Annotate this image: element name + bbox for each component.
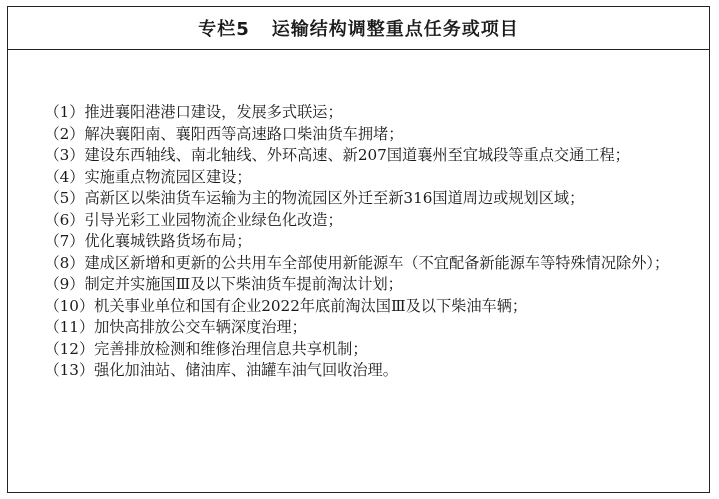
list-item: （8）建成区新增和更新的公共用车全部使用新能源车（不宜配备新能源车等特殊情况除外）； (44, 253, 670, 272)
list-item: （13）强化加油站、储油库、油罐车油气回收治理。 (44, 361, 398, 379)
list-item: （4）实施重点物流园区建设； (44, 167, 252, 186)
column-header (8, 7, 709, 50)
column-title: 运输结构调整重点任务或项目 (271, 19, 519, 40)
list-item: （9）制定并实施国Ⅲ及以下柴油货车提前淘汰计划； (44, 275, 403, 293)
list-item: （5）高新区以柴油货车运输为主的物流园区外迁至新316国道周边或规划区域； (44, 189, 585, 207)
list-item: （7）优化襄城铁路货场布局； (44, 232, 252, 250)
list-item: （6）引导光彩工业园物流企业绿色化改造； (44, 210, 343, 229)
list-item: （10）机关事业单位和国有企业2022年底前淘汰国Ⅲ及以下柴油车辆； (44, 296, 528, 315)
list-item: （12）完善排放检测和维修治理信息共享机制； (44, 339, 368, 358)
column-box (7, 6, 710, 493)
list-item: （2）解决襄阳南、襄阳西等高速路口柴油货车拥堵； (44, 124, 404, 143)
task-list (11, 102, 701, 382)
column-label: 专栏5 (198, 19, 250, 40)
list-item: （11）加快高排放公交车辆深度治理； (44, 318, 307, 336)
list-item: （1）推进襄阳港港口建设，发展多式联运； (44, 103, 343, 121)
list-item: （3）建设东西轴线、南北轴线、外环高速、新207国道襄州至宜城段等重点交通工程； (44, 146, 630, 164)
